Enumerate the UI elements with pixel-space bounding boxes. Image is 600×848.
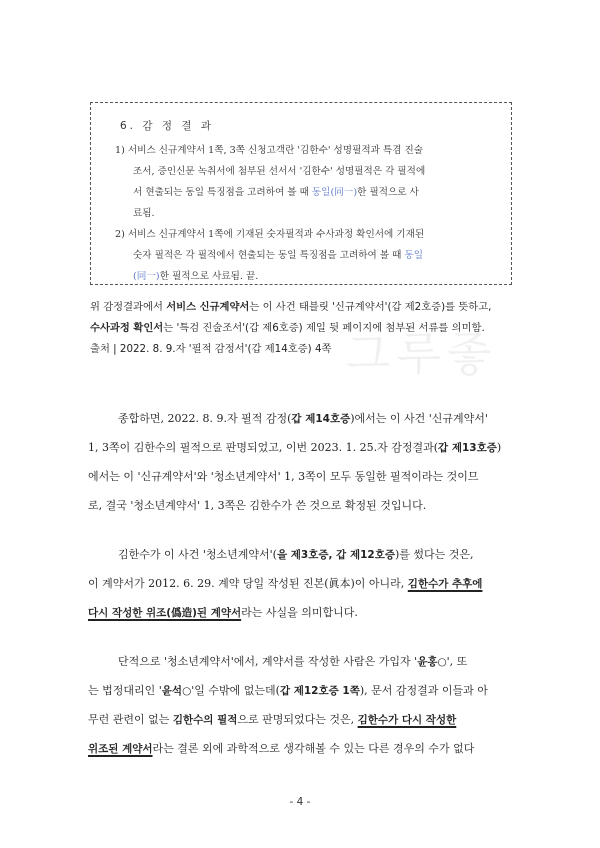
box-line-6: 숫자 필적은 각 필적에서 현출되는 동일 특징점을 고려하여 볼 때 동일 [133,250,423,261]
para1-line-2: 1, 3쪽이 김한수의 필적으로 판명되었고, 이번 2023. 1. 25.자 감정결과(갑 제13호증) [88,441,502,454]
para3-line-3: 무런 관련이 없는 김한수의 필적으로 판명되었다는 것은, 김한수가 다시 작성한 [88,713,457,726]
box-title: 6. 감 정 결 과 [120,120,214,132]
caption-source: 출처 | 2022. 8. 9.자 '필적 감정서'(갑 제14호증) 4쪽 [90,343,332,355]
page-number: - 4 - [289,796,311,808]
para1-line-3: 에서는 이 '신규계약서'와 '청소년계약서' 1, 3쪽이 모두 동일한 필적이라는 것이므 [88,470,479,483]
caption-line-1: 위 감정결과에서 서비스 신규계약서는 이 사건 태블릿 '신규계약서'(갑 제2호증)를 뜻하고, [90,301,492,313]
para2-line-2: 이 계약서가 2012. 6. 29. 계약 당일 작성된 진본(眞本)이 아니라, 김한수가 추후에 [88,577,483,590]
para2-line-1: 김한수가 이 사건 '청소년계약서'(을 제3호증, 갑 제12호증)를 썼다는 것은, [118,548,474,561]
box-line-5: 2) 서비스 신규계약서 1쪽에 기재된 숫자필적과 수사과정 확인서에 기재된 [115,229,425,240]
box-line-2: 조서, 증인신문 녹취서에 첨부된 선서서 '김한수' 성명필적은 각 필적에 [133,166,426,177]
para3-line-2: 는 법정대리인 '윤석○'일 수밖에 없는데(갑 제12호증 1쪽), 문서 감정결과 이들과 아 [88,684,488,697]
caption-line-2: 수사과정 확인서는 '특검 진술조서'(갑 제6호증) 제일 뒷 페이지에 첨부된 서류를 의미함. [90,322,485,334]
para1-line-1: 종합하면, 2022. 8. 9.자 필적 감정(갑 제14호증)에서는 이 사건 '신규계약서' [118,412,488,425]
box-line-1: 1) 서비스 신규계약서 1쪽, 3쪽 신청고객란 '김한수' 성명필적과 특겸 진술 [115,145,424,156]
box-line-7: (同一)한 필적으로 사료됨. 끝. [133,271,259,282]
para3-line-4: 위조된 계약서라는 결론 외에 과학적으로 생각해볼 수 있는 다른 경우의 수가 없다 [88,742,475,755]
para2-line-3: 다시 작성한 위조(僞造)된 계약서라는 사실을 의미합니다. [88,606,358,619]
box-line-4: 료됨. [133,208,155,219]
box-line-3: 서 현출되는 동일 특징점을 고려하여 볼 때 동일(同一)한 필적으로 사 [133,187,419,198]
para1-line-4: 로, 결국 '청소년계약서' 1, 3쪽은 김한수가 쓴 것으로 확정된 것입니다. [88,499,427,512]
watermark: 그루좋 [346,327,498,381]
para3-line-1: 단적으로 '청소년계약서'에서, 계약서를 작성한 사람은 가입자 '윤홍○', 또 [118,655,468,668]
